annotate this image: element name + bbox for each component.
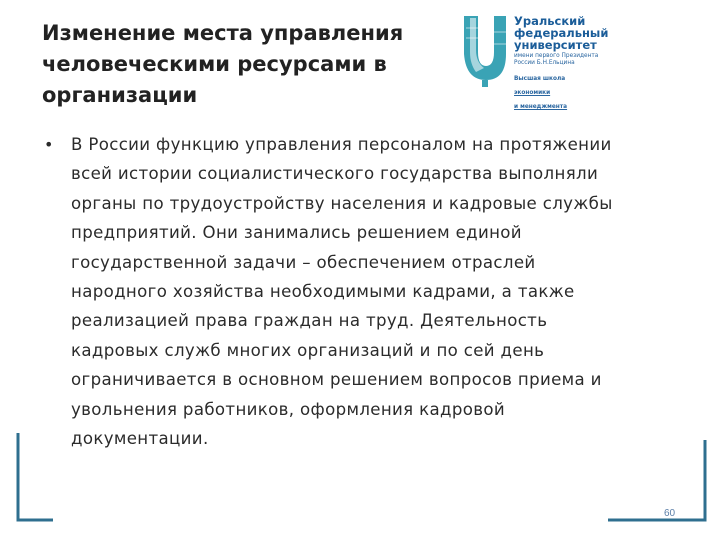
page-number: 60 [664, 508, 676, 519]
ural-federal-university-logo-icon [462, 14, 508, 88]
school-name [514, 69, 608, 118]
school-name-line-2: экономики [514, 90, 551, 96]
corner-bracket-right [608, 440, 708, 525]
bullet-marker: • [44, 135, 54, 154]
slide-title: Изменение места управления человеческими ресурсами в организации [42, 21, 404, 107]
logo-text [514, 15, 608, 118]
corner-bracket-left [15, 433, 55, 523]
body-paragraph: В России функцию управления персоналом на протяжении всей истории социалистического государства выполняли органы по трудоустройству населения и кадровые службы предприятий. Они занимались решением единой государственной задачи – обеспечением отраслей народного хозяйства необходимыми кадрами, а также реализацией права граждан на труд. Деятельность кадровых служб многих организаций и по сей день ограничивается в основном решением вопросов приема и увольнения работников, оформления кадровой документации. [71, 135, 613, 449]
university-logo [462, 14, 712, 110]
university-dedication: имени первого Президента России Б.Н.Ельцина [514, 53, 599, 66]
university-name: Уральский федеральный университет [514, 14, 609, 52]
school-name-line-3: и менеджмента [514, 104, 568, 110]
school-name-line-1: Высшая школа [514, 76, 566, 82]
